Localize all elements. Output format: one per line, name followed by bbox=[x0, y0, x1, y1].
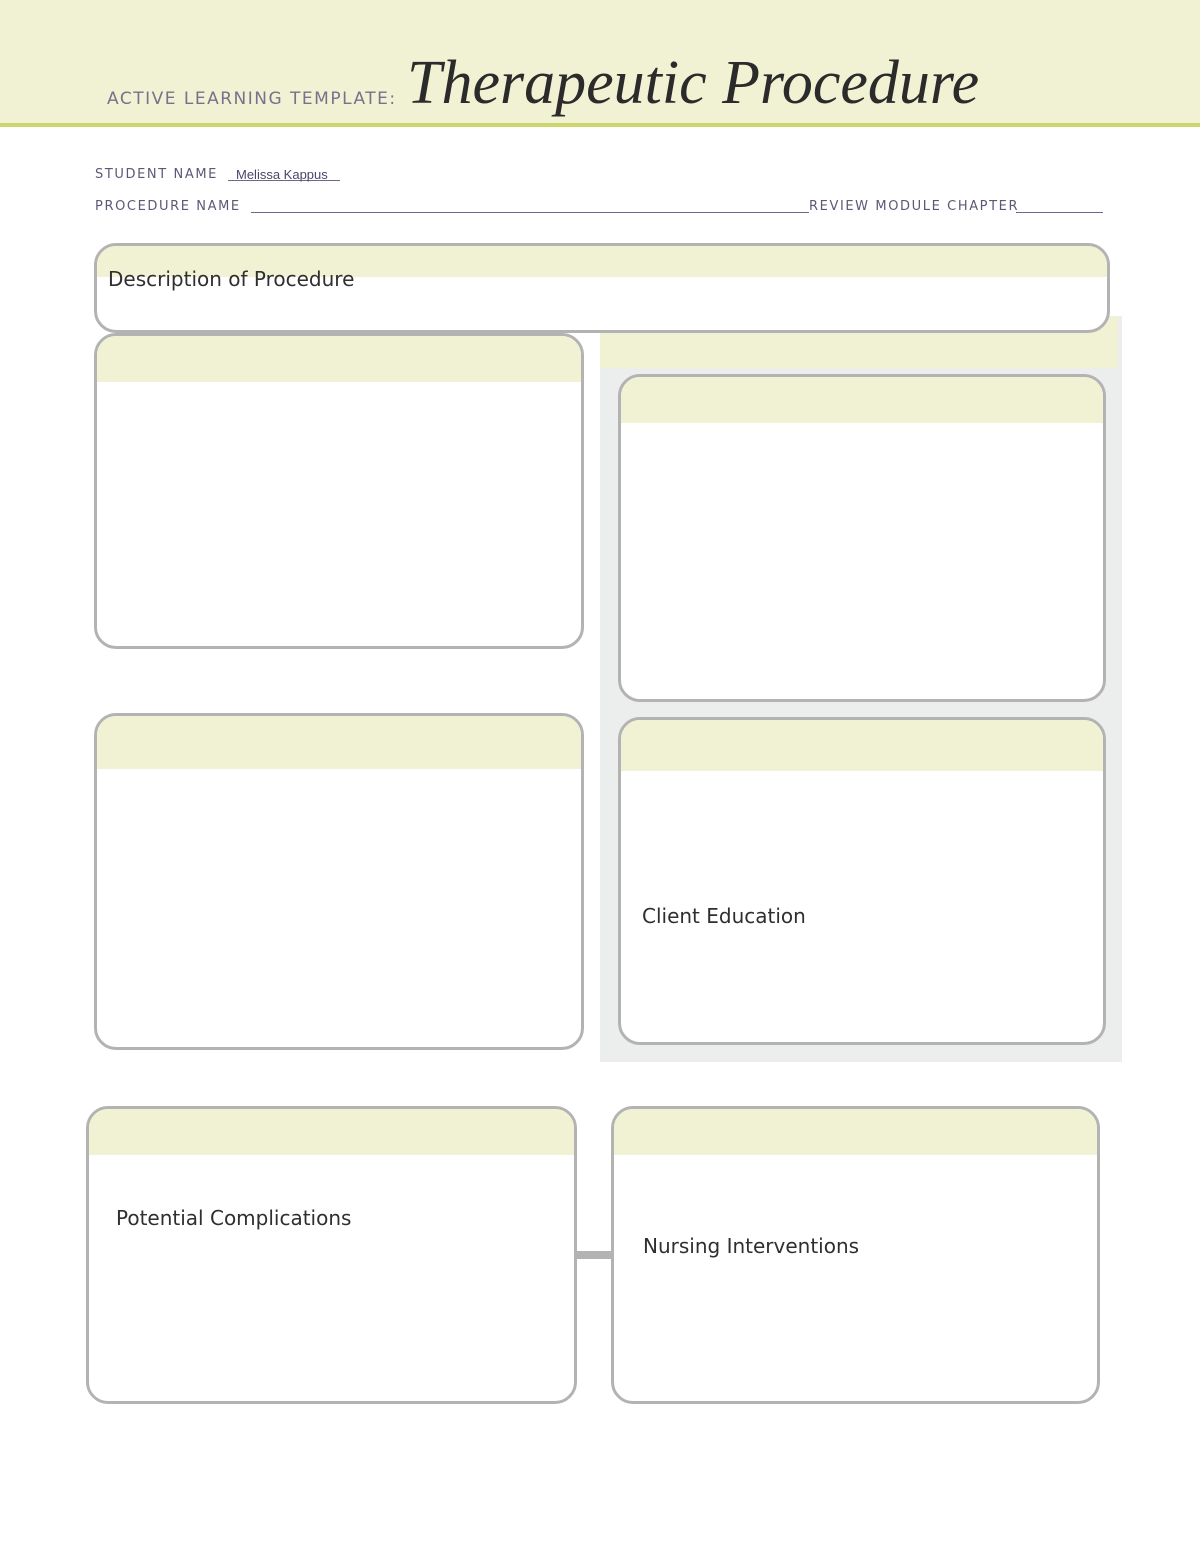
page-title: Therapeutic Procedure bbox=[407, 49, 980, 117]
potential-complications-label: Potential Complications bbox=[116, 1206, 352, 1230]
review-module-label: REVIEW MODULE CHAPTER bbox=[809, 199, 1020, 214]
indications-band bbox=[97, 336, 581, 382]
client-education-band bbox=[621, 720, 1103, 771]
nursing-interventions-label: Nursing Interventions bbox=[643, 1234, 860, 1258]
preparation-band bbox=[97, 716, 581, 769]
potential-complications-band bbox=[89, 1109, 574, 1155]
client-education-box[interactable] bbox=[618, 717, 1106, 1045]
indications-box[interactable] bbox=[94, 333, 584, 649]
procedure-name-line bbox=[251, 212, 809, 213]
review-module-line bbox=[1016, 212, 1103, 213]
potential-complications-box[interactable] bbox=[86, 1106, 577, 1404]
connector-line bbox=[575, 1251, 614, 1259]
procedure-name-label: PROCEDURE NAME bbox=[95, 199, 241, 214]
student-name-label: STUDENT NAME bbox=[95, 167, 218, 182]
preparation-box[interactable] bbox=[94, 713, 584, 1050]
student-name-field[interactable]: Melissa Kappus bbox=[236, 167, 328, 182]
outcomes-box[interactable] bbox=[618, 374, 1106, 702]
description-label: Description of Procedure bbox=[108, 267, 355, 291]
description-box[interactable] bbox=[94, 243, 1110, 333]
nursing-interventions-band bbox=[614, 1109, 1097, 1155]
header-rule bbox=[0, 123, 1200, 127]
client-education-label: Client Education bbox=[642, 904, 806, 928]
template-label: ACTIVE LEARNING TEMPLATE: bbox=[107, 89, 397, 109]
nursing-interventions-box[interactable] bbox=[611, 1106, 1100, 1404]
outcomes-band bbox=[621, 377, 1103, 423]
